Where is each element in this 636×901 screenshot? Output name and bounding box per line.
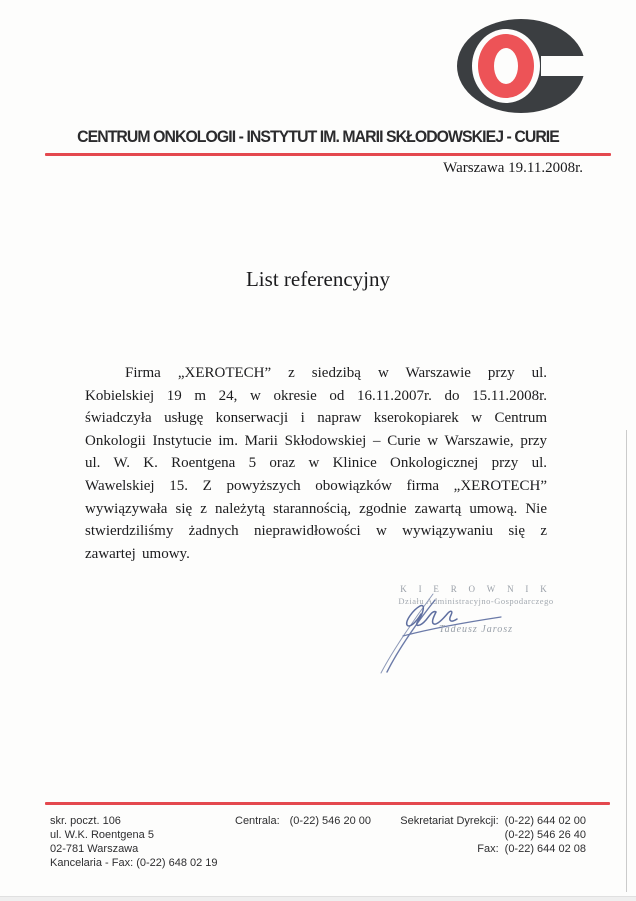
dyrekcja-fax-line: [380, 842, 586, 856]
fax-number: (0-22) 644 02 08: [504, 843, 586, 855]
footer-divider: [45, 802, 610, 805]
fax-label: Fax:: [477, 843, 499, 855]
address-line: 02-781 Warszawa: [50, 843, 139, 855]
centrala-label: Centrala:: [235, 815, 280, 827]
dyrekcja-phone-2: (0-22) 546 26 40: [504, 829, 586, 841]
organization-name: CENTRUM ONKOLOGII - INSTYTUT IM. MARII SKŁODOWSKIEJ - CURIE: [77, 127, 559, 146]
scan-edge-line: [626, 430, 627, 892]
dyrekcja-label: Sekretariat Dyrekcji:: [400, 815, 499, 827]
letter-body-paragraph: Firma „XEROTECH” z siedzibą w Warszawie przy ul. Kobielskiej 19 m 24, w okresie od 16.11.2007r. do 15.11.2008r. świadczyła usługę konserwacji i napraw kserokopiarek w Centrum Onkologii Instytucie im. Marii Skłodowskiej – Curie w Warszawie, przy ul. W. K. Roentgena 5 oraz w Klinice Onkologicznej przy ul. Wawelskiej 15. Z powyższych obowiązków firma „XEROTECH” wywiązywała się z należytą starannością, zgodnie zawartą umową. Nie stwierdziliśmy żadnych nieprawidłowości w wywiązywaniu się z zawartej umowy.: [85, 365, 547, 562]
address-line: Kancelaria - Fax: (0-22) 648 02 19: [50, 857, 218, 869]
stamp-subtitle: Działu Administracyjno-Gospodarczego: [398, 596, 554, 606]
footer-address-block: [50, 814, 250, 870]
stamp-title: K I E R O W N I K: [400, 584, 552, 594]
letter-date: Warszawa 19.11.2008r.: [443, 160, 583, 176]
dyrekcja-line-1: [380, 814, 586, 828]
centrala-phone: (0-22) 546 20 00: [289, 815, 371, 827]
letter-title: List referencyjny: [245, 267, 391, 291]
header-divider: [45, 153, 611, 156]
address-line: skr. poczt. 106: [50, 815, 121, 827]
oncology-center-logo-icon: [455, 17, 588, 115]
signer-name: Tadeusz Jarosz: [438, 624, 514, 635]
address-line: ul. W.K. Roentgena 5: [50, 829, 154, 841]
scan-bottom-edge: [0, 896, 636, 901]
footer-dyrekcja-block: [380, 814, 586, 856]
dyrekcja-phone-1: (0-22) 644 02 00: [504, 815, 586, 827]
